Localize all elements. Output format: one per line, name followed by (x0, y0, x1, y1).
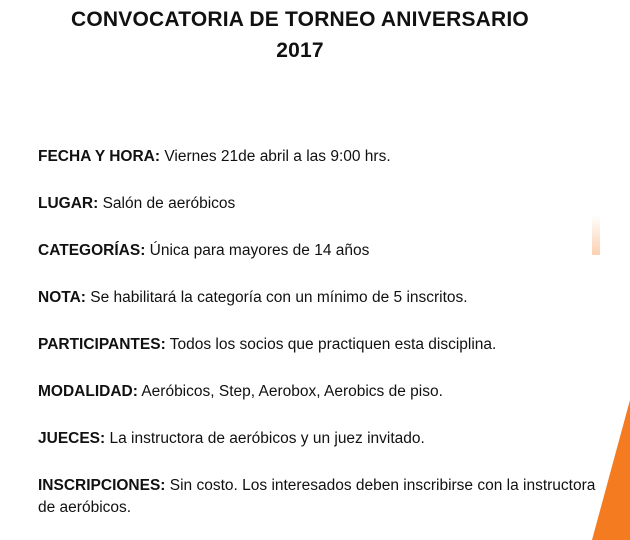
item-value: Única para mayores de 14 años (145, 242, 370, 259)
item-value: Salón de aeróbicos (98, 195, 236, 212)
item-label: JUECES: (38, 430, 106, 447)
page-title (0, 4, 600, 66)
item-label: LUGAR: (38, 195, 99, 212)
title-line-1: CONVOCATORIA DE TORNEO ANIVERSARIO (71, 8, 529, 31)
item-value: Se habilitará la categoría con un mínimo de 5 inscritos. (85, 289, 468, 306)
info-item-nota (38, 287, 598, 334)
info-item-lugar (38, 193, 598, 240)
item-value: Todos los socios que practiquen esta disciplina. (165, 336, 497, 353)
item-value: La instructora de aeróbicos y un juez invitado. (105, 430, 425, 447)
info-item-participantes (38, 334, 598, 381)
info-item-inscripciones (38, 475, 598, 519)
item-value: Sin costo. Los interesados deben inscribirse con la instructora de aeróbicos. (38, 477, 596, 516)
info-item-jueces (38, 428, 598, 475)
info-list (38, 146, 598, 519)
item-label: NOTA: (38, 289, 86, 306)
info-item-modalidad (38, 381, 598, 428)
item-label: INSCRIPCIONES: (38, 477, 166, 494)
item-label: CATEGORÍAS: (38, 242, 146, 259)
item-value: Viernes 21de abril a las 9:00 hrs. (160, 148, 391, 165)
info-item-categorias (38, 240, 598, 287)
item-label: PARTICIPANTES: (38, 336, 166, 353)
item-label: FECHA Y HORA: (38, 148, 161, 165)
item-value: Aeróbicos, Step, Aerobox, Aerobics de piso. (137, 383, 443, 400)
item-label: MODALIDAD: (38, 383, 138, 400)
info-item-fecha-hora (38, 146, 598, 193)
title-line-2: 2017 (276, 39, 324, 62)
